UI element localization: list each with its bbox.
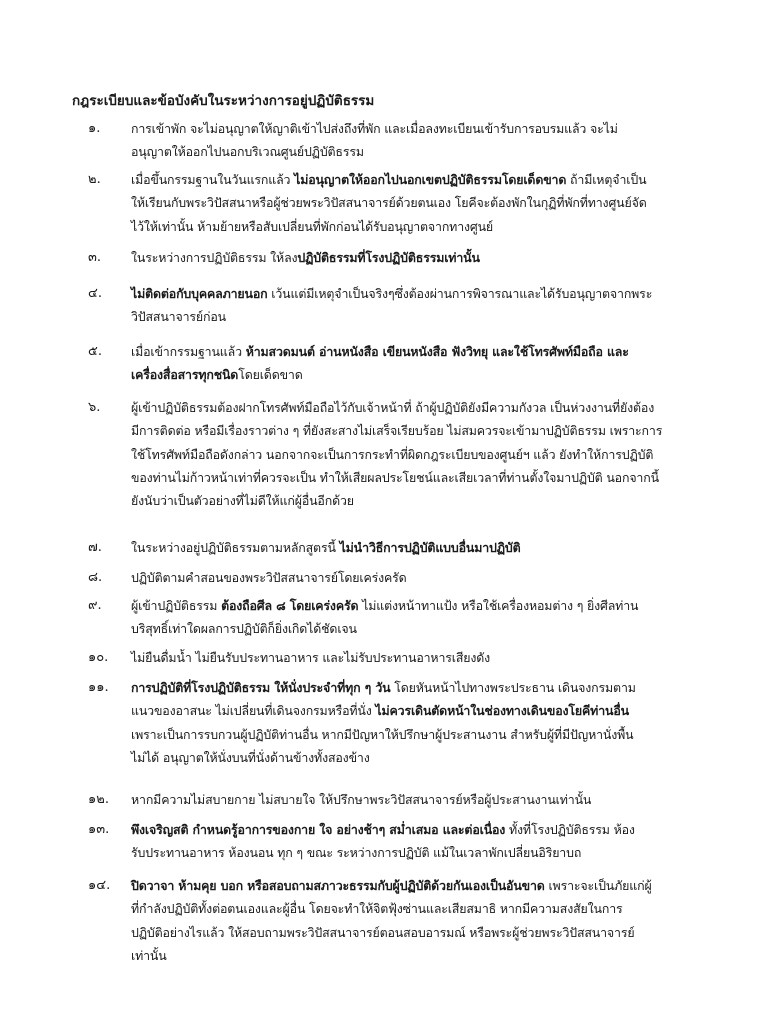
rule-text-line: [131, 340, 629, 363]
rule-text: เพราะเป็นการรบกวนผู้ปฏิบัติท่านอื่น หากมีปัญหาให้ปรึกษาผู้ประสานงาน สำหรับผู้ที่มีปัญหานั่งพื้น: [131, 726, 634, 742]
rule-number: ๑.: [88, 121, 101, 136]
rule-number: ๕.: [88, 344, 102, 359]
rule-text: ไม่ยืนดื่มน้ำ ไม่ยืนรับประทานอาหาร และไม่รับประทานอาหารเสียงดัง: [131, 650, 491, 665]
rule-text-line: [131, 443, 653, 466]
rule-text-bold: ต้องถือศีล ๘ โดยเคร่งครัด: [221, 598, 359, 613]
rule-text-bold: เครื่องสื่อสารทุกชนิด: [131, 367, 239, 383]
rule-text: มีการติดต่อ หรือมีเรื่องราวต่าง ๆ ที่ยังสะสางไม่เสร็จเรียบร้อย ไม่สมควรจะเข้ามาปฏิบัติธรรม เพราะการ: [131, 423, 663, 439]
rule-text-line: [131, 419, 662, 442]
rule-text: แนวของอาสนะ ไม่เปลี่ยนที่เดินจงกรมหรือที่นั่ง: [131, 703, 376, 719]
rule-text-line: [131, 117, 618, 140]
rule-text-line: [131, 723, 633, 746]
rule-text: ทั้งที่โรงปฏิบัติธรรม ห้อง: [505, 822, 635, 837]
rule-number: ๗.: [88, 540, 102, 555]
rule-text: เว้นแต่มีเหตุจำเป็นจริงๆซึ่งต้องผ่านการพิจารณาและได้รับอนุญาตจากพระ: [267, 286, 653, 301]
rule-number: ๙.: [88, 598, 102, 613]
rule-text-bold: ไม่ควรเดินตัดหน้าในช่องทางเดินของโยคีท่านอื่น: [375, 703, 629, 719]
rule-text: ให้เรียนกับพระวิปัสสนาหรือผู้ช่วยพระวิปัสสนาจารย์ด้วยตนเอง โยคีจะต้องพักในกุฏิที่พักที่ทางศูนย์จัด: [131, 195, 647, 211]
rule-text-bold: ห้ามสวดมนต์ อ่านหนังสือ เขียนหนังสือ ฟังวิทยุ และใช้โทรศัพท์มือถือ และ: [245, 344, 629, 359]
rule-number: ๑๑.: [88, 680, 109, 695]
rule-text-line: [131, 215, 493, 238]
rule-number: ๑๐.: [88, 650, 109, 665]
rule-text: โดยหันหน้าไปทางพระประธาน เดินจงกรมตาม: [390, 680, 636, 695]
rule-text: รับประทานอาหาร ห้องนอน ทุก ๆ ขณะ ระหว่างการปฏิบัติ แม้ในเวลาพักเปลี่ยนอิริยาบถ: [131, 845, 582, 861]
rule-text-line: [131, 363, 303, 386]
rule-text-line: [131, 874, 652, 897]
rule-text: อนุญาตให้ออกไปนอกบริเวณศูนย์ปฏิบัติธรรม: [131, 144, 364, 160]
rule-text-line: [131, 818, 635, 841]
rule-number: ๔.: [88, 286, 102, 301]
rule-number: ๒.: [88, 172, 101, 187]
rule-text: ผู้เข้าปฏิบัติธรรม: [131, 598, 222, 613]
rule-text-line: [131, 676, 636, 699]
rule-text-line: [131, 617, 357, 640]
rule-text-line: [131, 788, 591, 811]
rule-number: ๑๒.: [88, 792, 109, 807]
rule-text: ในระหว่างอยู่ปฏิบัติธรรมตามหลักสูตรนี้: [131, 540, 340, 555]
rule-text-line: [131, 466, 659, 489]
rule-text: ถ้ามีเหตุจำเป็น: [566, 172, 647, 187]
rule-text-line: [131, 140, 364, 163]
rule-text-line: [131, 944, 167, 967]
rule-text: บริสุทธิ์เท่าใดผลการปฏิบัติก็ยิ่งเกิดได้ชัดเจน: [131, 621, 357, 637]
rule-number: ๑๔.: [88, 878, 111, 893]
rule-text-line: [131, 897, 623, 920]
rule-text-line: [131, 191, 647, 214]
rule-text-bold: พึงเจริญสติ กำหนดรู้อาการของกาย ใจ อย่างช้าๆ สม่ำเสมอ และต่อเนื่อง: [131, 822, 506, 837]
rule-text: ของท่านไม่ก้าวหน้าเท่าที่ควรจะเป็น ทำให้เสียผลประโยชน์และเสียเวลาที่ท่านตั้งใจมาปฏิบัติ นอกจากนี้: [131, 469, 659, 485]
rule-text-bold: การปฏิบัติที่โรงปฏิบัติธรรม ให้นั่งประจำที่ทุก ๆ วัน: [131, 680, 391, 695]
rule-text-line: [131, 646, 490, 669]
rule-text-line: [131, 168, 646, 191]
rule-text-bold: ปิดวาจา ห้ามคุย บอก หรือสอบถามสภาวะธรรมกับผู้ปฏิบัติด้วยกันเองเป็นอันขาด: [131, 878, 545, 893]
rule-text-line: [131, 246, 480, 269]
rule-text: การเข้าพัก จะไม่อนุญาตให้ญาติเข้าไปส่งถึงที่พัก และเมื่อลงทะเบียนเข้ารับการอบรมแล้ว จะไม่: [131, 121, 618, 136]
rule-text: เมื่อเข้ากรรมฐานแล้ว: [131, 344, 246, 359]
rule-text-line: [131, 746, 370, 769]
rule-text: ผู้เข้าปฏิบัติธรรมต้องฝากโทรศัพท์มือถือไว้กับเจ้าหน้าที่ ถ้าผู้ปฏิบัติยังมีความกังวล เป็นห่วงงานที่ยังต้อง: [131, 400, 655, 415]
rule-text-bold: ไม่ติดต่อกับบุคคลภายนอก: [131, 286, 268, 301]
rule-number: ๓.: [88, 250, 102, 265]
rule-text: ไม่แต่งหน้าทาแป้ง หรือใช้เครื่องหอมต่าง ๆ ยิ่งศีลท่าน: [358, 598, 639, 613]
rule-text: ไม่ได้ อนุญาตให้นั่งบนที่นั่งด้านข้างทั้งสองข้าง: [131, 749, 370, 765]
rule-number: ๖.: [88, 400, 101, 415]
rule-text: เท่านั้น: [131, 947, 167, 963]
rule-text-line: [131, 536, 521, 559]
rule-text-line: [131, 396, 654, 419]
page-title: กฎระเบียบและข้อบังคับในระหว่างการอยู่ปฏิบัติธรรม: [72, 93, 375, 109]
rule-text: ที่กำลังปฏิบัติทั้งต่อตนเองและผู้อื่น โดยจะทำให้จิตฟุ้งซ่านและเสียสมาธิ หากมีความสงสัยในการ: [131, 901, 623, 917]
rule-text-line: [131, 305, 226, 328]
rule-text: ไว้ให้เท่านั้น ห้ามย้ายหรือสับเปลี่ยนที่พักก่อนได้รับอนุญาตจากทางศูนย์: [131, 218, 494, 234]
rule-text-bold: ไม่อนุญาตให้ออกไปนอกเขตปฏิบัติธรรมโดยเด็ดขาด: [294, 172, 567, 187]
rule-text-bold: ปฏิบัติธรรมที่โรงปฏิบัติธรรมเท่านั้น: [297, 250, 480, 265]
rule-text-bold: ไม่นำวิธีการปฏิบัติแบบอื่นมาปฏิบัติ: [339, 540, 521, 555]
rule-text: ในระหว่างการปฏิบัติธรรม ให้ลง: [131, 250, 298, 265]
rule-text-line: [131, 282, 652, 305]
rule-number: ๘.: [88, 570, 103, 585]
rule-text: วิปัสสนาจารย์ก่อน: [131, 309, 226, 325]
rule-text-line: [131, 489, 354, 512]
rule-text: ใช้โทรศัพท์มือถือดังกล่าว นอกจากจะเป็นการกระทำที่ผิดกฎระเบียบของศูนย์ฯ แล้ว ยังทำให้การปฏิบัติ: [131, 446, 654, 462]
rule-text: โดยเด็ดขาด: [238, 367, 303, 383]
rule-text: หากมีความไม่สบายกาย ไม่สบายใจ ให้ปรึกษาพระวิปัสสนาจารย์หรือผู้ประสานงานเท่านั้น: [131, 792, 592, 807]
rule-text: เพราะจะเป็นภัยแก่ผู้: [544, 878, 652, 893]
rule-number: ๑๓.: [88, 822, 110, 837]
rule-text-line: [131, 841, 581, 864]
rule-text-line: [131, 921, 634, 944]
rule-text: เมื่อขึ้นกรรมฐานในวันแรกแล้ว: [131, 172, 295, 187]
rule-text: ยังนับว่าเป็นตัวอย่างที่ไม่ดีให้แก่ผู้อื่นอีกด้วย: [131, 493, 354, 509]
rule-text-line: [131, 566, 407, 589]
rule-text: ปฏิบัติตามคำสอนของพระวิปัสสนาจารย์โดยเคร่งครัด: [131, 570, 407, 585]
rule-text-line: [131, 594, 638, 617]
rule-text-line: [131, 699, 629, 722]
rule-text: ปฏิบัติอย่างไรแล้ว ให้สอบถามพระวิปัสสนาจารย์ตอนสอบอารมณ์ หรือพระผู้ช่วยพระวิปัสสนาจารย์: [131, 924, 635, 940]
